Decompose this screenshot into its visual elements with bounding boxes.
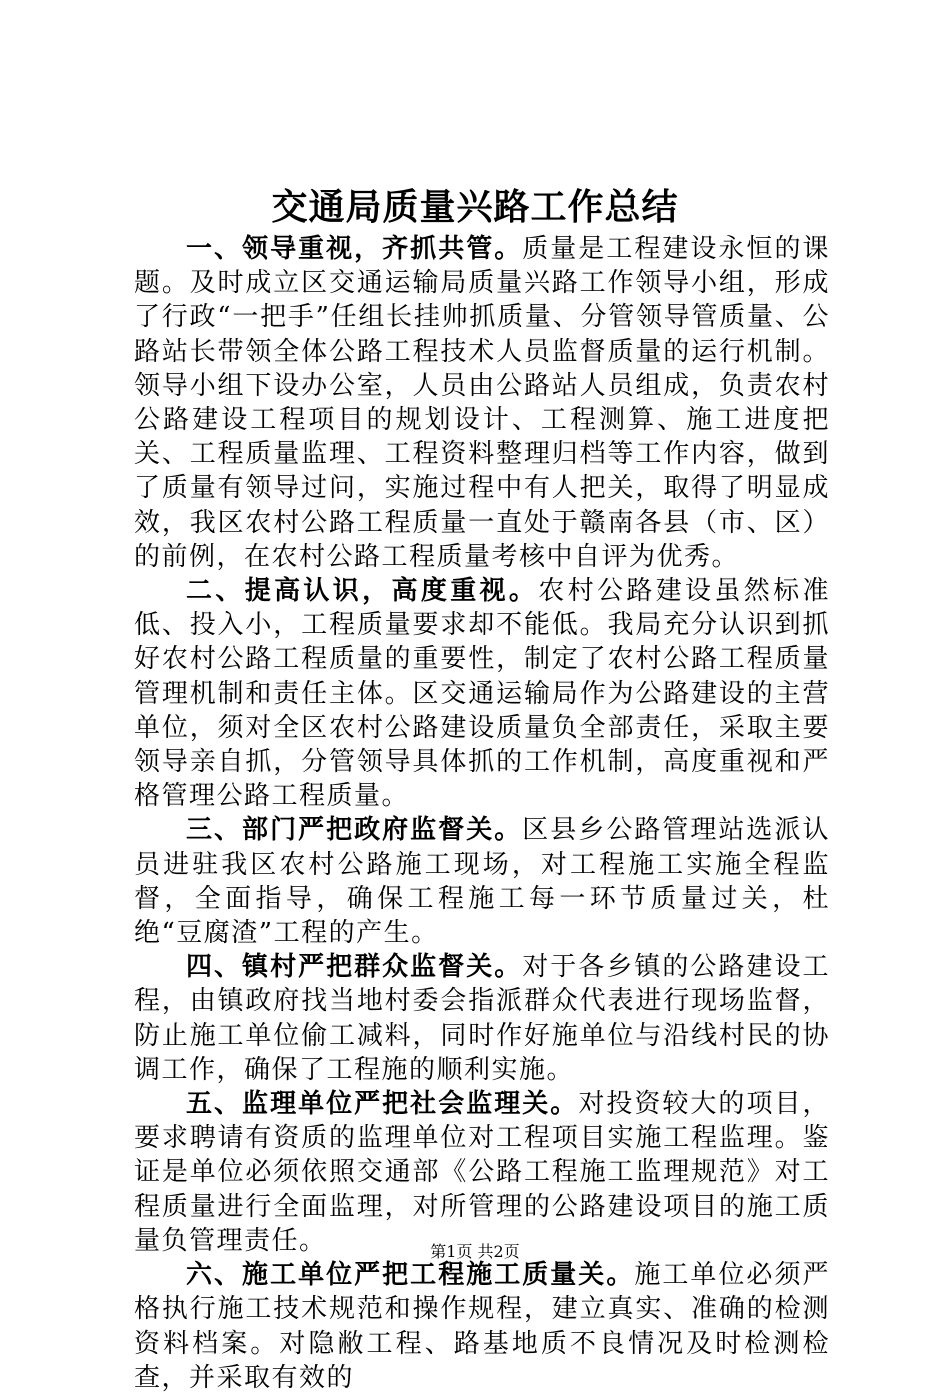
paragraph-heading: 二、提高认识，高度重视。 bbox=[186, 576, 539, 607]
paragraph-heading: 六、施工单位严把工程施工质量关。 bbox=[186, 1260, 635, 1291]
page-number-footer: 第1页 共2页 bbox=[430, 1242, 520, 1261]
paragraph-text: 对投资较大的项目，要求聘请有资质的监理单位对工程项目实施工程监理。鉴证是单位必须依照交通部《公路工程施工监理规范》对工程质量进行全面监理，对所管理的公路建设项目的施工质量负管理责任。 bbox=[134, 1089, 830, 1256]
paragraph-heading: 四、镇村严把群众监督关。 bbox=[186, 952, 523, 983]
paragraph-1 bbox=[134, 232, 830, 574]
paragraph-heading: 一、领导重视，齐抓共管。 bbox=[186, 234, 523, 264]
paragraph-text: 施工单位必须严格执行施工技术规范和操作规程，建立真实、准确的检测资料档案。对隐敝工程、路基地质不良情况及时检测检查，并采取有效的 bbox=[134, 1260, 830, 1393]
paragraph-3 bbox=[134, 813, 830, 950]
paragraph-5 bbox=[134, 1087, 830, 1258]
paragraph-text: 质量是工程建设永恒的课题。及时成立区交通运输局质量兴路工作领导小组，形成了行政“一把手”任组长挂帅抓质量、分管领导管质量、公路站长带领全体公路工程技术人员监督质量的运行机制。领导小组下设办公室，人员由公路站人员组成，负责农村公路建设工程项目的规划设计、工程测算、施工进度把关、工程质量监理、工程资料整理归档等工作内容，做到了质量有领导过问，实施过程中有人把关，取得了明显成效，我区农村公路工程质量一直处于赣南各县（市、区）的前例，在农村公路工程质量考核中自评为优秀。 bbox=[134, 234, 830, 572]
paragraph-text: 农村公路建设虽然标准低、投入小，工程质量要求却不能低。我局充分认识到抓好农村公路工程质量的重要性，制定了农村公路工程质量管理机制和责任主体。区交通运输局作为公路建设的主营单位，须对全区农村公路建设质量负全部责任，采取主要领导亲自抓，分管领导具体抓的工作机制，高度重视和严格管理公路工程质量。 bbox=[134, 576, 830, 812]
paragraph-heading: 五、监理单位严把社会监理关。 bbox=[186, 1089, 579, 1120]
paragraph-text: 区县乡公路管理站选派认员进驻我区农村公路施工现场，对工程施工实施全程监督，全面指导，确保工程施工每一环节质量过关，杜绝“豆腐渣”工程的产生。 bbox=[134, 815, 830, 949]
document-body bbox=[134, 232, 830, 1395]
paragraph-6 bbox=[134, 1258, 830, 1395]
paragraph-text: 对于各乡镇的公路建设工程，由镇政府找当地村委会指派群众代表进行现场监督，防止施工单位偷工减料，同时作好施单位与沿线村民的协调工作，确保了工程施的顺利实施。 bbox=[134, 952, 830, 1085]
paragraph-4 bbox=[134, 950, 830, 1087]
document-title: 交通局质量兴路工作总结 bbox=[271, 186, 679, 228]
paragraph-heading: 三、部门严把政府监督关。 bbox=[186, 815, 523, 846]
paragraph-2 bbox=[134, 574, 830, 813]
